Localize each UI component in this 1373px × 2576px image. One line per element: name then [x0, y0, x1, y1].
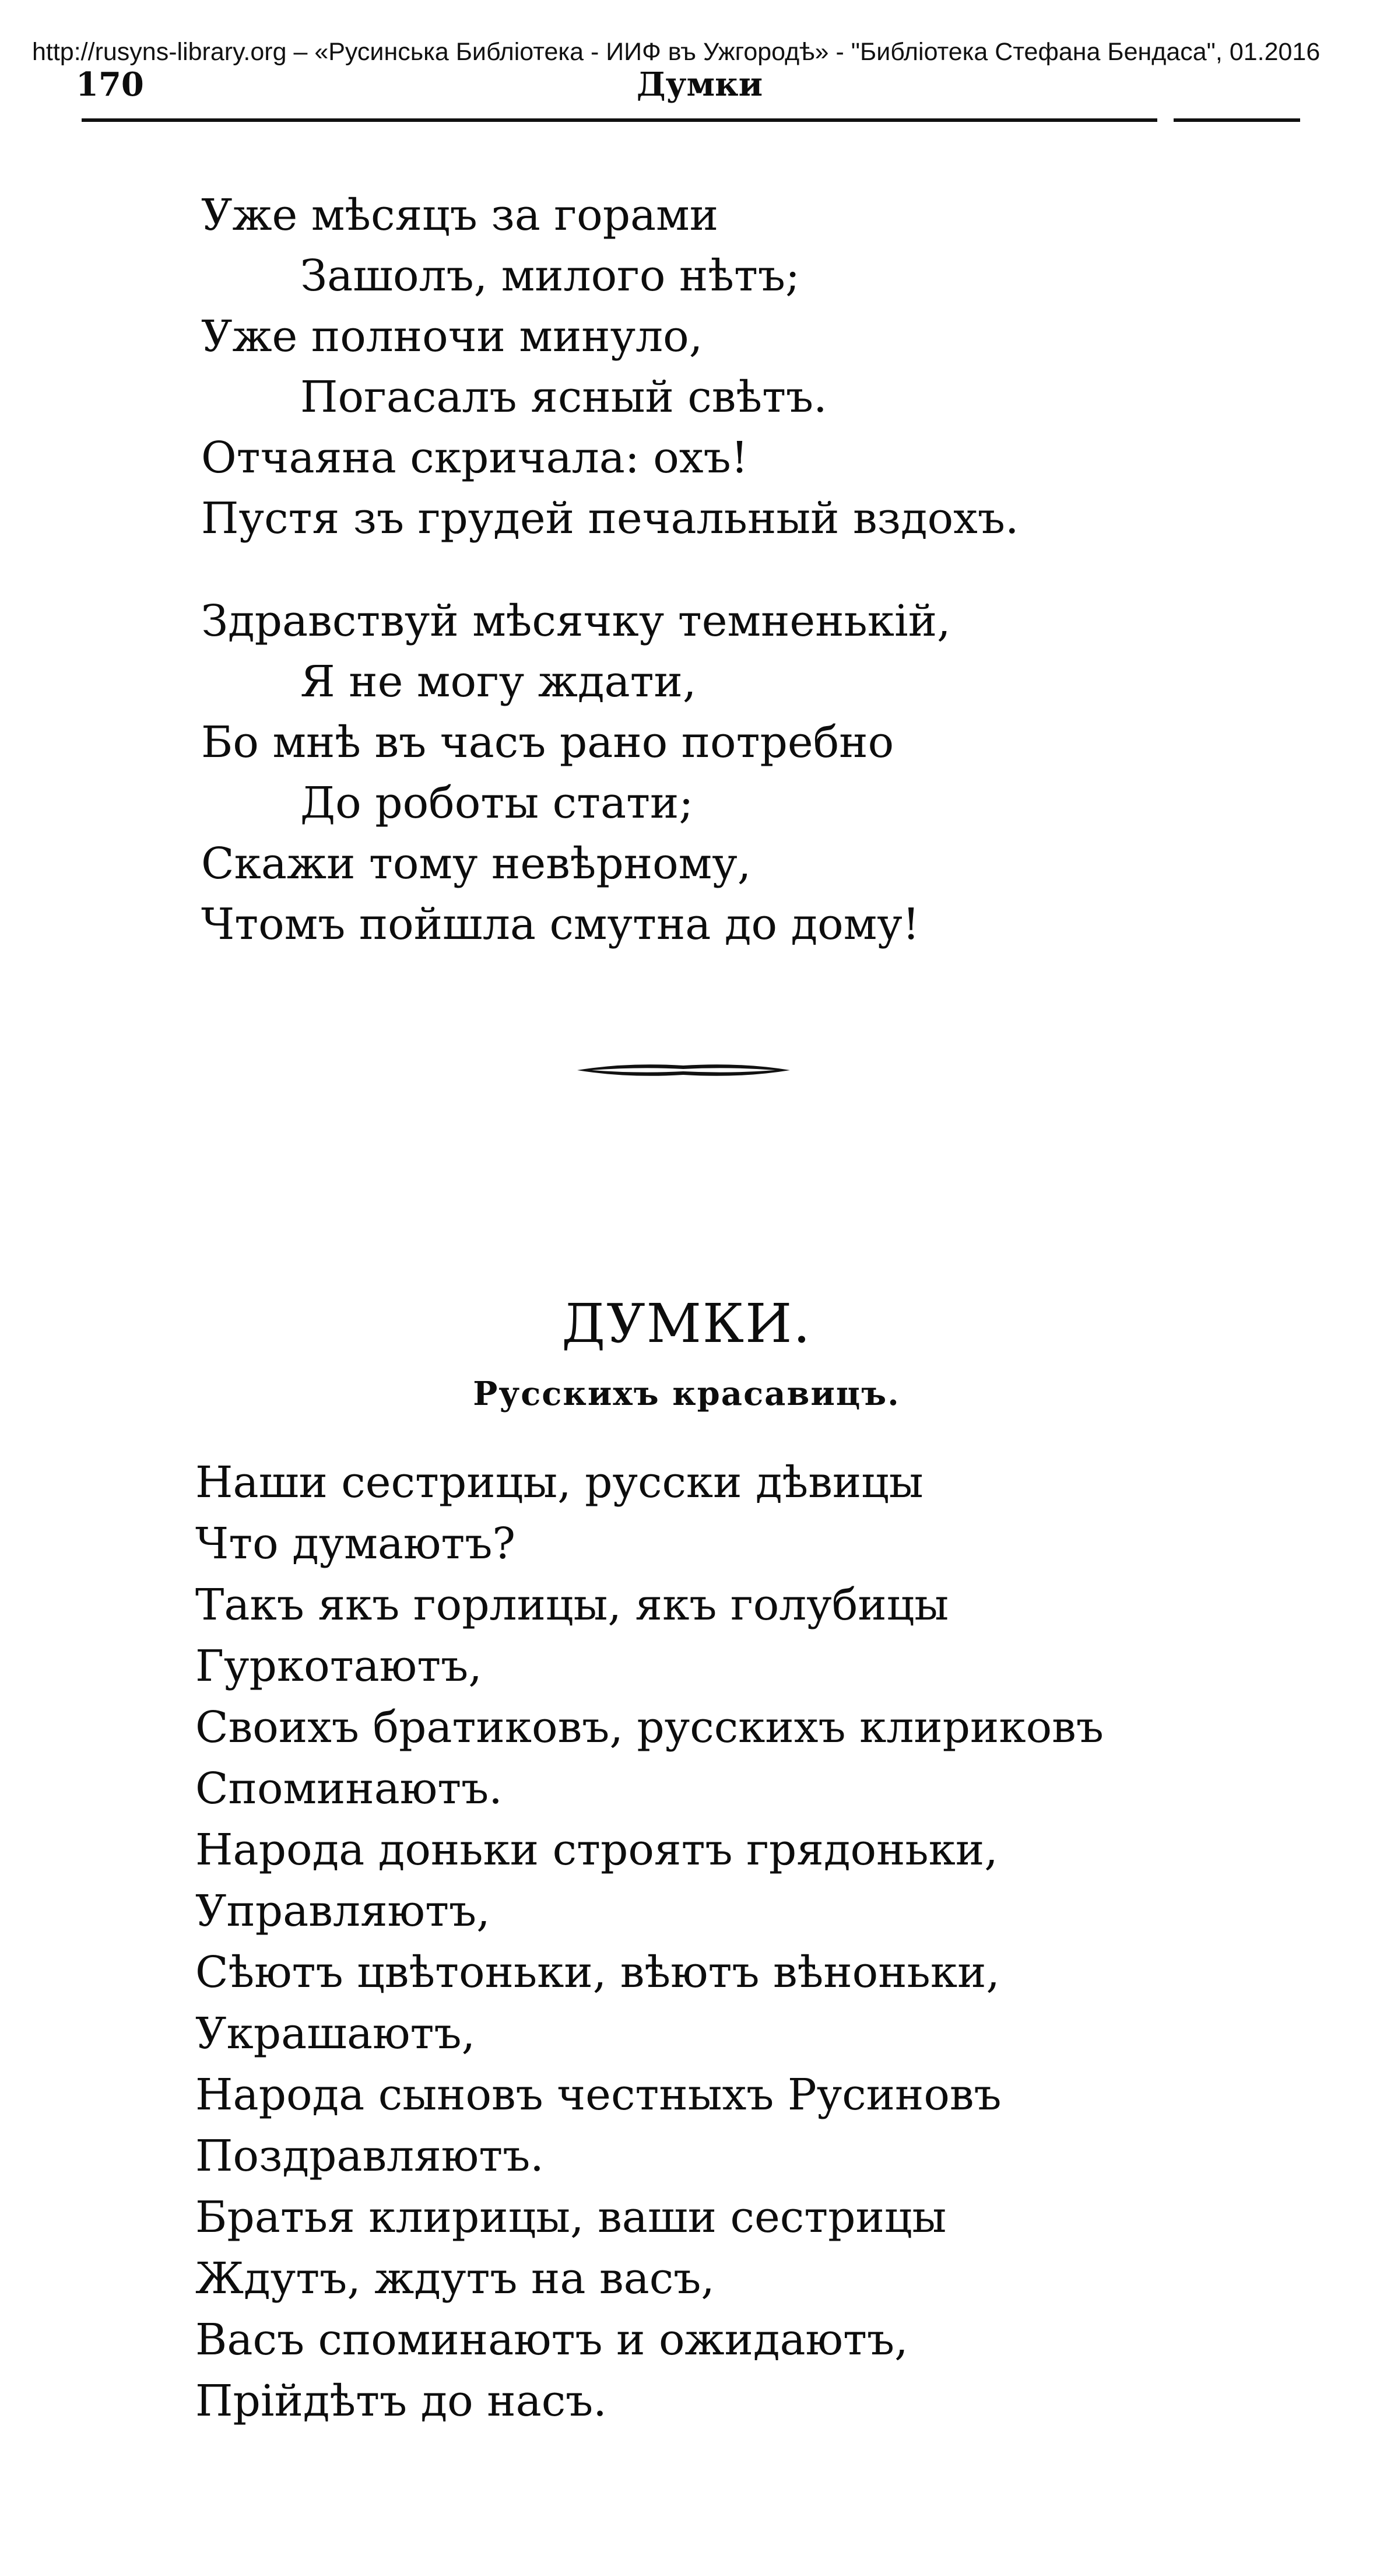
header-rule-break — [1157, 117, 1174, 124]
verse-line: Пустя зъ грудей печальный вздохъ. — [201, 493, 1019, 544]
verse-line: Чтомъ пойшла смутна до дому! — [201, 899, 920, 949]
verse-line: Погасалъ ясный свѣтъ. — [300, 372, 827, 422]
verse-line: До роботы стати; — [300, 778, 694, 828]
stanza-first — [201, 185, 1019, 549]
verse-line: Скажи тому невѣрному, — [201, 839, 752, 889]
poem-subtitle: Русскихъ красавицъ. — [473, 1375, 900, 1413]
verse-line: Народа сыновъ честныхъ Русиновъ — [195, 2070, 1002, 2120]
verse-line: Отчаяна скричала: охъ! — [201, 433, 749, 483]
stanza-second — [201, 591, 951, 955]
header-rule — [82, 118, 1300, 122]
poem-title: ДУМКИ. — [561, 1292, 812, 1355]
poem-body — [195, 1452, 1104, 2432]
verse-line: Васъ споминаютъ и ожидаютъ, — [195, 2315, 908, 2365]
source-url-line: http://rusyns-library.org – «Русинська Библіотека - ИИФ въ Ужгородѣ» - "Библіотека Стефана Бендаса", 01.2016 — [32, 38, 1321, 66]
verse-line: Прійдѣтъ до насъ. — [195, 2376, 607, 2426]
verse-line: Что думаютъ? — [195, 1519, 516, 1569]
verse-line: Управляютъ, — [195, 1886, 490, 1936]
verse-line: Украшаютъ, — [195, 2009, 476, 2059]
verse-line: Такъ якъ горлицы, якъ голубицы — [195, 1580, 949, 1630]
running-title: Думки — [636, 65, 763, 104]
verse-line: Сѣютъ цвѣтоньки, вѣютъ вѣноньки, — [195, 1947, 1000, 1997]
verse-line: Здравствуй мѣсячку темненькій, — [201, 596, 951, 646]
verse-line: Наши сестрицы, русски дѣвицы — [195, 1457, 923, 1508]
verse-line: Народа доньки строятъ грядоньки, — [195, 1825, 998, 1875]
verse-line: Своихъ братиковъ, русскихъ клириковъ — [195, 1702, 1104, 1753]
verse-line: Поздравляютъ. — [195, 2131, 544, 2181]
page-number: 170 — [76, 65, 144, 104]
verse-line: Уже мѣсяцъ за горами — [201, 190, 719, 240]
verse-line: Братья клирицы, ваши сестрицы — [195, 2192, 947, 2242]
verse-line: Споминаютъ. — [195, 1764, 503, 1814]
verse-line: Бо мнѣ въ часъ рано потребно — [201, 717, 894, 767]
verse-line: Ждутъ, ждутъ на васъ, — [195, 2253, 715, 2304]
verse-line: Уже полночи минуло, — [201, 311, 703, 362]
section-divider-ornament — [574, 1059, 793, 1082]
verse-line: Я не могу ждати, — [300, 657, 697, 707]
verse-line: Гуркотаютъ, — [195, 1641, 482, 1691]
verse-line: Зашолъ, милого нѣтъ; — [300, 251, 800, 301]
